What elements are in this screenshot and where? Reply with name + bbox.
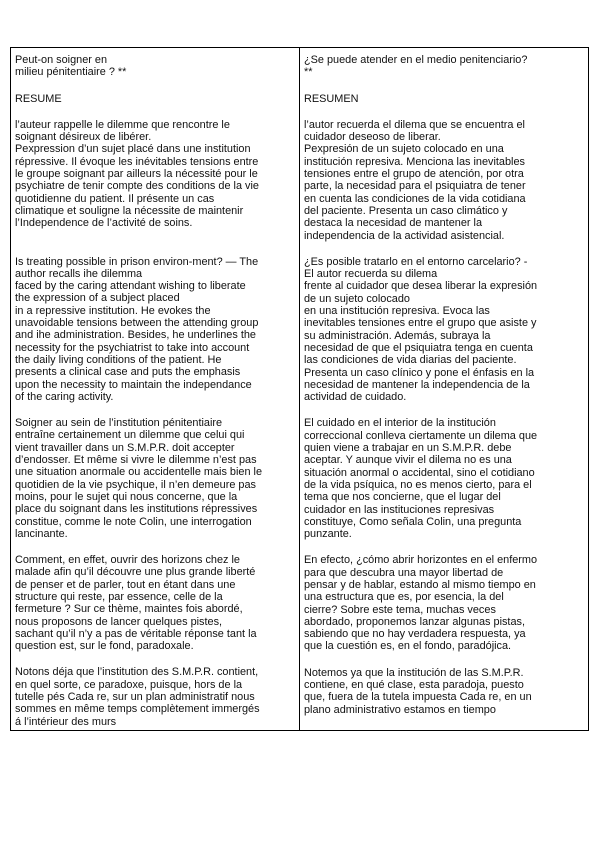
body-paragraph: En efecto, ¿cómo abrir horizontes en el enfermo para que descubra una mayor libertad de pensar y de hablar, estando al mismo tiempo en una estructura que es, por esencia, la del cierre? Sobre este tema, muchas veces abordado, proponemos lanzar algunas pistas, sabiendo que no hay verdadera respuesta, ya que la cuestión es, en el fondo, paradójica.	[304, 554, 538, 653]
summary-text: l’auteur rappelle le dilemme que rencontre le soignant désireux de libérer. Pexpression d’un sujet placé dans une institution répressive. Il évoque les inévitables tensions entre le groupe soignant par ailleurs la nécessité pour le psychiatre de tenir compte des conditions de la vie quotidienne du patient. Il présente un cas climatique et souligne la nécessite de maintenir l’Independence de l’activité de soins.	[15, 118, 259, 230]
document-page	[10, 47, 589, 731]
summary-heading: RESUMEN	[304, 92, 359, 105]
french-column	[11, 48, 300, 731]
article-title: Peut-on soigner en milieu pénitentiaire ? **	[15, 54, 127, 79]
table-row	[11, 48, 589, 731]
body-paragraph: Comment, en effet, ouvrir des horizons chez le malade afin qu’il découvre une plus grande liberté de penser et de parler, tout en étant dans une structure qui reste, par essence, celle de la fermeture ? Sur ce thème, maintes fois abordé, nous proposons de lancer quelques pistes, sachant qu’il n’y a pas de véritable réponse tant la question est, sur le fond, paradoxale.	[15, 554, 257, 653]
english-summary: Is treating possible in prison environ-ment? — The author recalls ihe dilemma faced by the caring attendant wishing to liberate the expression of a subject placed in a repressive institution. He evokes the unavoidable tensions between the attending group and ihe administration. Besides, he underlines the necessity for the psychiatrist to take into account the daily living conditions of the patient. He presents a clinical case and puts the emphasis upon the necessity to maintain the independance of the caring activity.	[15, 255, 259, 403]
body-paragraph: Soigner au sein de l’institution pénitentiaire entraîne certainement un dilemme que celui qui vient travailler dans un S.M.P.R. doit accepter d’endosser. Et même si vivre le dilemme n’est pas une situation anormale ou accidentelle mais bien le quotidien de la vie psychique, il n’en demeure pas moins, pour le sujet qui nous concerne, que la place du soignant dans les institutions répressives constitue, comme le note Colin, une interrogation lancinante.	[15, 417, 263, 540]
english-summary: ¿Es posible tratarlo en el entorno carcelario? - El autor recuerda su dilema frente al cuidador que desea liberar la expresión de un sujeto colocado en una institución represiva. Evoca las inevitables tensiones entre el grupo que asiste y su administración. Además, subraya la necesidad de que el psiquiatra tenga en cuenta las condiciones de vida diarias del paciente. Presenta un caso clínico y pone el énfasis en la necesidad de mantener la independencia de la actividad de cuidado.	[304, 255, 538, 404]
body-paragraph: Notons déja que l’institution des S.M.P.R. contient, en quel sorte, ce paradoxe, puisque, hors de la tutelle pés Cada re, sur un plan administratif nous sommes en même temps complètement immergés á l’intérieur des murs	[15, 666, 260, 728]
bilingual-table	[10, 47, 589, 731]
summary-text: l’autor recuerda el dilema que se encuentra el cuidador deseoso de liberar. Pexpresión de un sujeto colocado en una institución represiva. Menciona las inevitables tensiones entre el grupo de atención, por otra parte, la necesidad para el psiquiatra de tener en cuenta las condiciones de la vida cotidiana del paciente. Presenta un caso climático y destaca la necesidad de mantener la independencia de la actividad asistencial.	[304, 118, 526, 242]
summary-heading: RESUME	[15, 92, 62, 105]
spanish-column	[300, 48, 589, 731]
article-title: ¿Se puede atender en el medio penitenciario? **	[304, 54, 528, 79]
body-paragraph: Notemos ya que la institución de las S.M.P.R. contiene, en qué clase, esta paradoja, puesto que, fuera de la tutela impuesta Cada re, en un plano administrativo estamos en tiempo	[304, 666, 532, 716]
body-paragraph: El cuidado en el interior de la institución correccional conlleva ciertamente un dilema que quien viene a trabajar en un S.M.P.R. debe aceptar. Y aunque vivir el dilema no es una situación anormal o accidental, sino el cotidiano de la vida psíquica, no es menos cierto, para el tema que nos concierne, que el lugar del cuidador en las instituciones represivas constituye, Como señala Colin, una pregunta punzante.	[304, 417, 538, 541]
